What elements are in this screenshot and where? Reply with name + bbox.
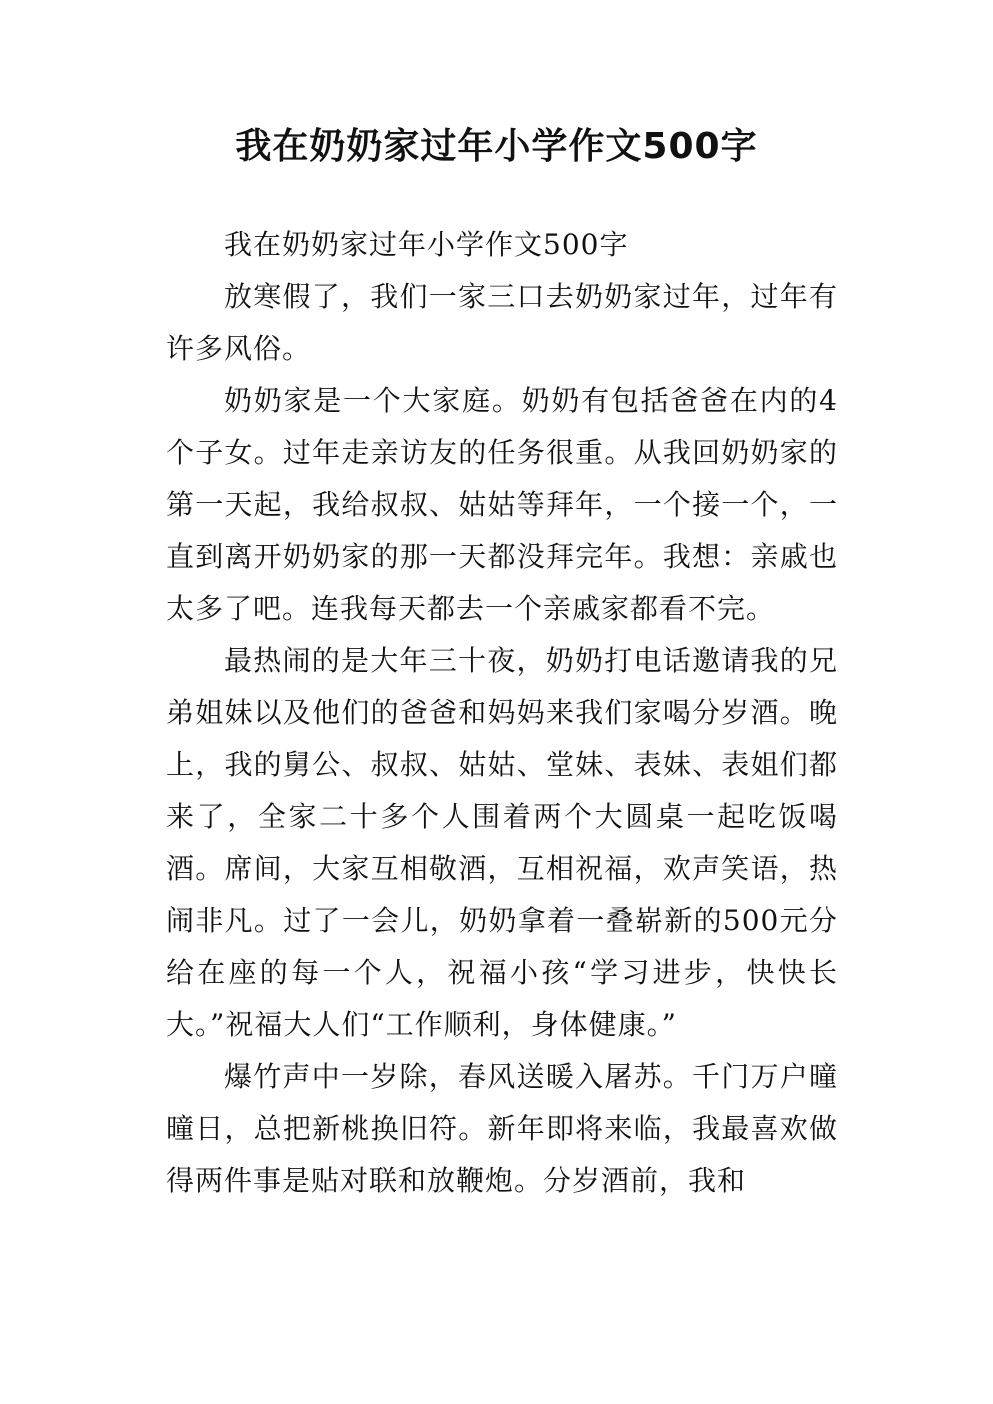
document-title: 我在奶奶家过年小学作文500字	[235, 126, 758, 167]
document-body	[166, 219, 838, 1207]
paragraph: 最热闹的是大年三十夜，奶奶打电话邀请我的兄弟姐妹以及他们的爸爸和妈妈来我们家喝分岁酒。晚上，我的舅公、叔叔、姑姑、堂妹、表妹、表姐们都来了，全家二十多个人围着两个大圆桌一起吃饭喝酒。席间，大家互相敬酒，互相祝福，欢声笑语，热闹非凡。过了一会儿，奶奶拿着一叠崭新的500元分给在座的每一个人，祝福小孩“学习进步，快快长大。”祝福大人们“工作顺利，身体健康。”	[166, 644, 838, 1041]
paragraph: 爆竹声中一岁除，春风送暖入屠苏。千门万户曈曈日，总把新桃换旧符。新年即将来临，我最喜欢做得两件事是贴对联和放鞭炮。分岁酒前，我和	[166, 1060, 838, 1197]
paragraph: 我在奶奶家过年小学作文500字	[224, 228, 629, 261]
paragraph: 奶奶家是一个大家庭。奶奶有包括爸爸在内的4个子女。过年走亲访友的任务很重。从我回奶奶家的第一天起，我给叔叔、姑姑等拜年，一个接一个，一直到离开奶奶家的那一天都没拜完年。我想：亲戚也太多了吧。连我每天都去一个亲戚家都看不完。	[166, 384, 838, 625]
paragraph: 放寒假了，我们一家三口去奶奶家过年，过年有许多风俗。	[166, 280, 838, 365]
